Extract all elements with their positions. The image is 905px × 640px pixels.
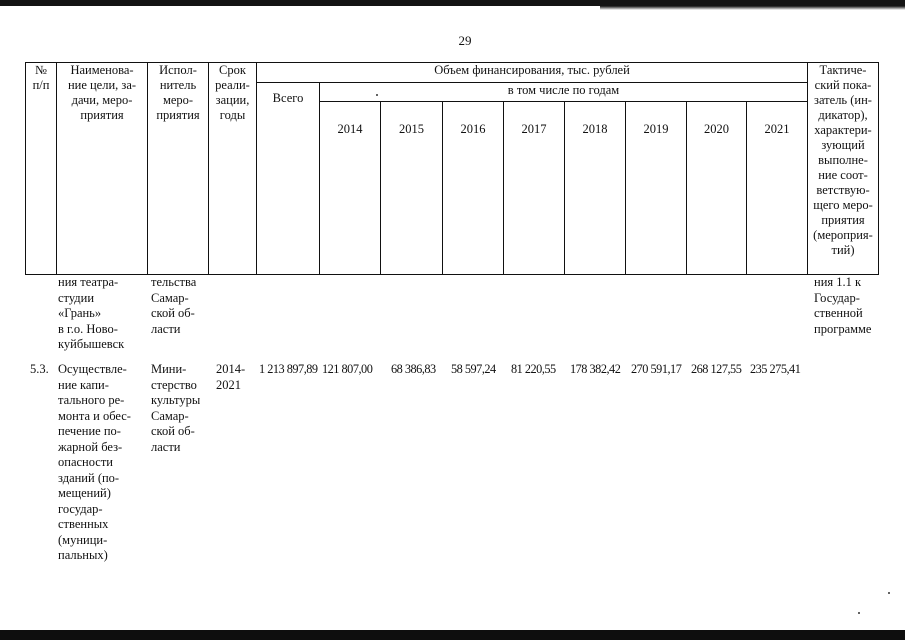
row-5-3-year-2016: 58 597,24 [451,362,496,376]
header-year-2017: 2017 [504,102,565,275]
header-name: Наименова- ние цели, за- дачи, меро- приятия [57,63,148,275]
row-5-3-year-2017: 81 220,55 [511,362,556,376]
header-year-2016: 2016 [443,102,504,275]
row-5-3-num: 5.3. [30,362,49,376]
row-5-3-year-2019: 270 591,17 [631,362,682,376]
row-5-3-executor: Мини- стерство культуры Самар- ской об- ласти [151,362,201,454]
row-continuation-name: ния театра- студии «Грань» в г.о. Ново- куйбышевск [58,275,125,351]
header-year-2021: 2021 [747,102,808,275]
row-5-3-year-2020: 268 127,55 [691,362,742,376]
row-5-3-name: Осуществле- ние капи- тального ре- монта и обес- печение по- жарной без- опасности зданий (по- мещений) государ- ственных (муници- пальных) [58,362,131,562]
header-year-2018: 2018 [565,102,626,275]
header-num: № п/п [26,63,57,275]
row-5-3-term: 2014- 2021 [216,362,246,392]
header-executor: Испол- нитель меро- приятия [148,63,209,275]
scan-speck [376,94,378,96]
page-number: 29 [458,33,472,48]
header-term: Срок реали- зации, годы [209,63,257,275]
header-year-2015: 2015 [381,102,443,275]
row-5-3-total: 1 213 897,89 [259,362,318,376]
header-funding: Объем финансирования, тыс. рублей [257,63,808,83]
scan-edge-top-shadow [600,0,905,10]
scan-speck [888,592,890,594]
scan-speck [858,612,860,614]
header-by-years: в том числе по годам [320,83,808,102]
row-5-3-year-2014: 121 807,00 [322,362,373,376]
row-continuation-executor: тельства Самар- ской об- ласти [151,275,197,336]
header-year-2020: 2020 [687,102,747,275]
financing-table-header [25,62,879,275]
row-5-3-year-2015: 68 386,83 [391,362,436,376]
header-total: Всего [257,83,320,275]
row-5-3-year-2021: 235 275,41 [750,362,801,376]
header-year-2019: 2019 [626,102,687,275]
scan-edge-bottom [0,630,905,640]
header-year-2014: 2014 [320,102,381,275]
header-indicator: Тактиче- ский пока- затель (ин- дикатор), характери- зующий выполне- ние соот- ветствую- щего меро- приятия (мероприя- тий) [808,63,879,275]
row-5-3-year-2018: 178 382,42 [570,362,621,376]
row-continuation-indicator: ния 1.1 к Государ- ственной программе [814,275,872,336]
